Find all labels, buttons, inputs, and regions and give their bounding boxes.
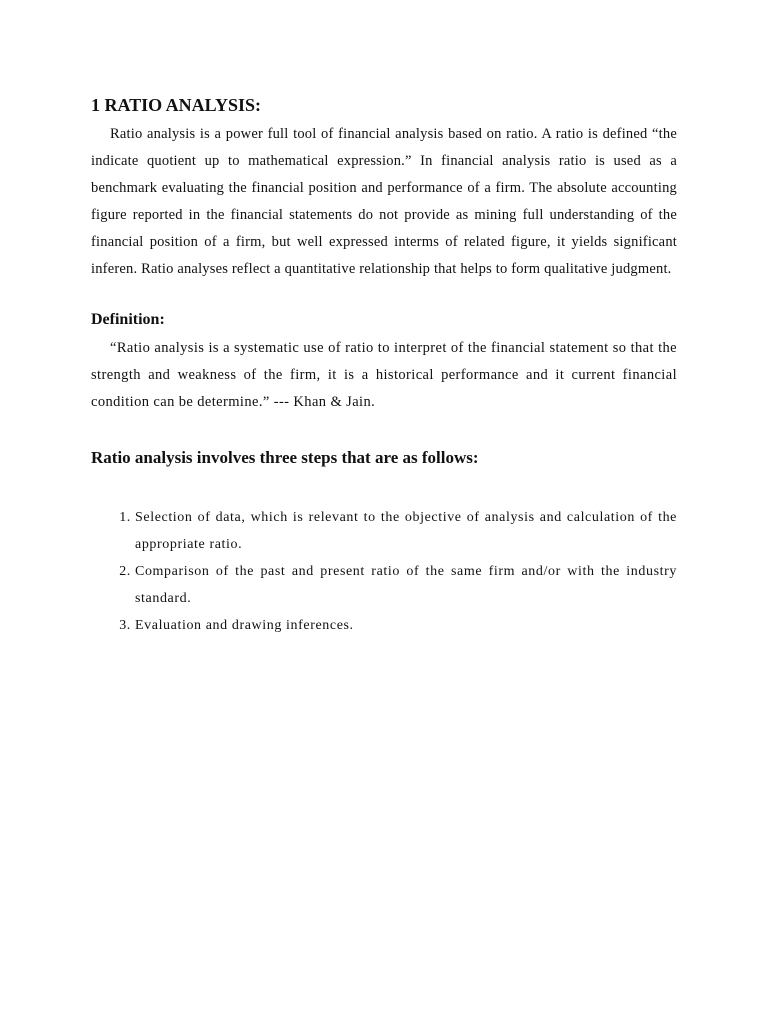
list-item: 1. Selection of data, which is relevant to the objective of analysis and calculation of the appropriate ratio. [135,504,677,558]
steps-title: Ratio analysis involves three steps that are as follows: [91,448,479,467]
intro-paragraph: Ratio analysis is a power full tool of financial analysis based on ratio. A ratio is defined “the indicate quotient up to mathematical expression.” In financial analysis ratio is used as a benchmark evaluating the financial position and performance of a firm. The absolute accounting figure reported in the financial statements do not provide as mining full understanding of the financial position of a firm, but well expressed interms of related figure, it yields significant inferen. Ratio analyses reflect a quantitative relationship that helps to form qualitative judgment. [91,126,677,277]
list-item: 3. Evaluation and drawing inferences. [135,612,677,639]
definition-title: Definition: [91,311,165,328]
steps-list [91,504,677,639]
document-content [91,93,677,639]
definition-quote: “Ratio analysis is a systematic use of ratio to interpret of the financial statement so that the strength and weakness of the firm, it is a historical performance and it current financial condition can be determine.” --- Khan & Jain. [91,340,677,410]
section-title: 1 RATIO ANALYSIS: [91,95,262,115]
list-item: 2. Comparison of the past and present ratio of the same firm and/or with the industry standard. [135,558,677,612]
